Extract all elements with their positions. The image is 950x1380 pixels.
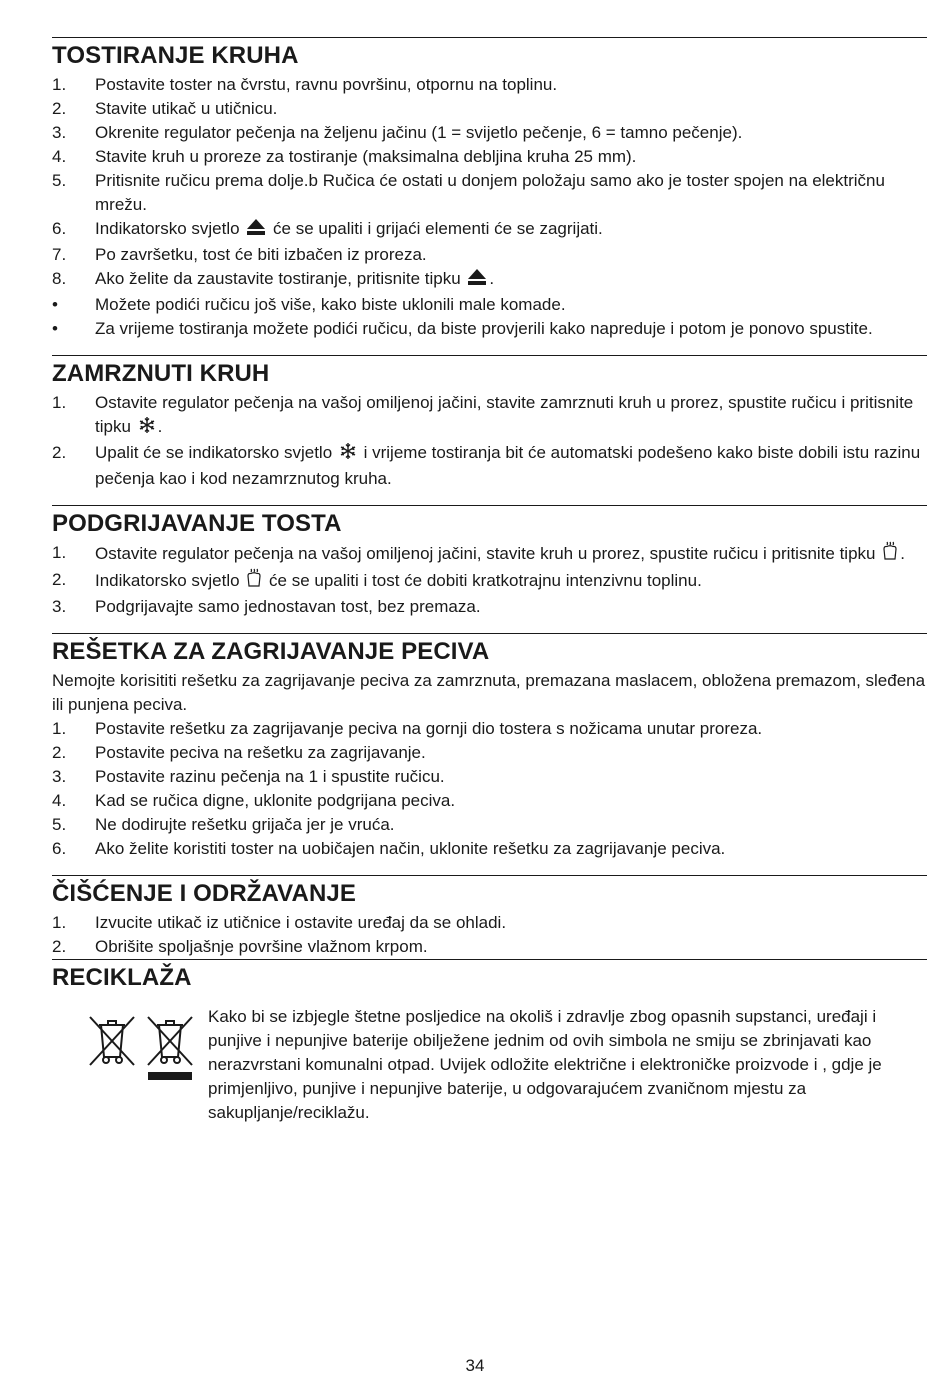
recycling-text: Kako bi se izbjegle štetne posljedice na okoliš i zdravlje zbog opasnih supstanci, uređaji i punjive i nepunjive baterije obilježene jednim od ovih simbola ne smiju se zbrinjavati kao nerazvrstani komunalni otpad. Uvijek odložite električne i elektroničke proizvode i , gdje je primjenljivo, punjive i nepunjive baterije, u odgovarajućem zvaničnom mjestu za sakupljanje/reciklažu. <box>208 1007 882 1122</box>
snowflake-icon <box>138 416 156 441</box>
list-marker: 7. <box>52 245 67 264</box>
list-item <box>52 717 927 741</box>
list-item-text <box>95 541 927 568</box>
list-item <box>52 391 927 441</box>
section-intro: Nemojte korisititi rešetku za zagrijavanje peciva za zamrznuta, premazana maslacem, obložena premazom, sleđena ili punjena peciva. <box>52 671 926 714</box>
list-item <box>52 789 927 813</box>
list-marker: • <box>52 319 58 338</box>
text-run: Možete podići ručicu još više, kako biste uklonili male komade. <box>95 295 566 314</box>
text-run: Obrišite spoljašnje površine vlažnom krpom. <box>95 937 428 956</box>
list-item <box>52 541 927 568</box>
list-marker: 3. <box>52 767 67 786</box>
list-item <box>52 317 927 341</box>
list-item-text <box>95 391 927 441</box>
list-marker: 6. <box>52 219 67 238</box>
list-item-text <box>95 73 927 97</box>
text-run: će se upaliti i grijaći elementi će se zagrijati. <box>268 219 603 238</box>
list-item-text <box>95 441 927 491</box>
list-marker: 2. <box>52 743 67 762</box>
list-item-text <box>95 121 927 145</box>
list-item-text <box>95 267 927 293</box>
list-item-text <box>95 568 927 595</box>
text-run: Stavite utikač u utičnicu. <box>95 99 278 118</box>
reheat-icon <box>246 568 262 595</box>
list-item <box>52 145 927 169</box>
list-item <box>52 97 927 121</box>
text-run: Pritisnite ručicu prema dolje.b Ručica će ostati u donjem položaju samo ako je toster spojen na električnu mrežu. <box>95 171 885 214</box>
list-item-text <box>95 789 927 813</box>
section-title: PODGRIJAVANJE TOSTA <box>52 510 342 537</box>
text-run: Ako želite koristiti toster na uobičajen način, uklonite rešetku za zagrijavanje peciva. <box>95 839 726 858</box>
text-run: Ako želite da zaustavite tostiranje, pritisnite tipku <box>95 269 466 288</box>
text-run: Podgrijavajte samo jednostavan tost, bez premaza. <box>95 597 481 616</box>
list-marker: 1. <box>52 719 67 738</box>
list-item-text <box>95 293 927 317</box>
list-marker: 2. <box>52 937 67 956</box>
text-run: Ostavite regulator pečenja na vašoj omiljenoj jačini, stavite kruh u prorez, spustite ručicu i pritisnite tipku <box>95 544 881 563</box>
sections-container <box>52 37 927 959</box>
text-run: će se upaliti i tost će dobiti kratkotrajnu intenzivnu toplinu. <box>264 571 702 590</box>
text-run: Kad se ručica digne, uklonite podgrijana peciva. <box>95 791 456 810</box>
page-number: 34 <box>465 1356 485 1375</box>
list-marker: 4. <box>52 147 67 166</box>
eject-icon <box>467 268 487 293</box>
list-marker: 3. <box>52 123 67 142</box>
crossed-bin-icon <box>86 1011 138 1125</box>
list-item-text <box>95 243 927 267</box>
text-run: Ne dodirujte rešetku grijača jer je vruća. <box>95 815 395 834</box>
reheat-icon <box>882 541 898 568</box>
text-run: Postavite peciva na rešetku za zagrijavanje. <box>95 743 426 762</box>
list-item-text <box>95 145 927 169</box>
text-run: . <box>489 269 495 288</box>
text-run: i vrijeme tostiranja bit će automatski podešeno kako biste dobili istu razinu pečenja kao i kod nezamrznutog kruha. <box>95 443 921 488</box>
list-marker: 1. <box>52 913 67 932</box>
list-item <box>52 267 927 293</box>
list-item-text <box>95 169 927 217</box>
text-run: Upalit će se indikatorsko svjetlo <box>95 443 337 462</box>
list-item-text <box>95 595 927 619</box>
list-item-text <box>95 813 927 837</box>
list-item <box>52 935 927 959</box>
text-run: Stavite kruh u proreze za tostiranje (maksimalna debljina kruha 25 mm). <box>95 147 637 166</box>
list-item <box>52 169 927 217</box>
list-item <box>52 441 927 491</box>
list-item <box>52 741 927 765</box>
list-marker: 6. <box>52 839 67 858</box>
list-item-text <box>95 217 927 243</box>
list-item <box>52 121 927 145</box>
list-marker: 5. <box>52 815 67 834</box>
list-item <box>52 73 927 97</box>
document-page <box>52 37 927 1125</box>
text-run: Postavite toster na čvrstu, ravnu površinu, otpornu na toplinu. <box>95 75 558 94</box>
section-title: TOSTIRANJE KRUHA <box>52 42 299 69</box>
crossed-bin-with-bar-icon <box>144 1011 196 1125</box>
list-item <box>52 217 927 243</box>
list-item <box>52 595 927 619</box>
section-4 <box>52 875 927 959</box>
text-run: Indikatorsko svjetlo <box>95 219 245 238</box>
list-item-text <box>95 935 927 959</box>
snowflake-icon <box>339 442 357 467</box>
list-item-text <box>95 837 927 861</box>
text-run: Za vrijeme tostiranja možete podići ručicu, da biste provjerili kako napreduje i potom je ponovo spustite. <box>95 319 873 338</box>
list-item-text <box>95 765 927 789</box>
text-run: Okrenite regulator pečenja na željenu jačinu (1 = svijetlo pečenje, 6 = tamno pečenje). <box>95 123 743 142</box>
list-item <box>52 837 927 861</box>
list-item <box>52 765 927 789</box>
list-marker: 8. <box>52 269 67 288</box>
list-item-text <box>95 717 927 741</box>
text-run: Po završetku, tost će biti izbačen iz proreza. <box>95 245 427 264</box>
list-item-text <box>95 741 927 765</box>
list-item-text <box>95 97 927 121</box>
recycling-block <box>52 1005 927 1125</box>
list-marker: 1. <box>52 543 67 562</box>
text-run: Postavite razinu pečenja na 1 i spustite ručicu. <box>95 767 445 786</box>
list-item <box>52 568 927 595</box>
section-recycling <box>52 959 927 1125</box>
list-marker: 2. <box>52 99 67 118</box>
list-item-text <box>95 317 927 341</box>
section-1 <box>52 355 927 491</box>
list-item-text <box>95 911 927 935</box>
list-item <box>52 293 927 317</box>
eject-icon <box>246 218 266 243</box>
section-3 <box>52 633 927 861</box>
list-marker: 4. <box>52 791 67 810</box>
text-run: . <box>900 544 905 563</box>
text-run: Ostavite regulator pečenja na vašoj omiljenoj jačini, stavite zamrznuti kruh u prorez, spustite ručicu i pritisnite tipku <box>95 393 914 436</box>
list-item <box>52 243 927 267</box>
section-0 <box>52 37 927 341</box>
list-marker: 1. <box>52 393 67 412</box>
text-run: Postavite rešetku za zagrijavanje peciva na gornji dio tostera s nožicama unutar proreza. <box>95 719 763 738</box>
section-title: ZAMRZNUTI KRUH <box>52 360 270 387</box>
recycling-title: RECIKLAŽA <box>52 964 192 991</box>
list-marker: 2. <box>52 443 67 462</box>
text-run: Izvucite utikač iz utičnice i ostavite uređaj da se ohladi. <box>95 913 507 932</box>
text-run: Indikatorsko svjetlo <box>95 571 245 590</box>
section-title: ČIŠĆENJE I ODRŽAVANJE <box>52 880 356 907</box>
section-title: REŠETKA ZA ZAGRIJAVANJE PECIVA <box>52 638 490 665</box>
list-item <box>52 911 927 935</box>
list-marker: 2. <box>52 570 67 589</box>
recycling-symbols <box>86 1005 196 1125</box>
list-marker: 1. <box>52 75 67 94</box>
list-marker: 3. <box>52 597 67 616</box>
list-item <box>52 813 927 837</box>
list-marker: 5. <box>52 171 67 190</box>
list-marker: • <box>52 295 58 314</box>
section-2 <box>52 505 927 619</box>
text-run: . <box>157 417 163 436</box>
